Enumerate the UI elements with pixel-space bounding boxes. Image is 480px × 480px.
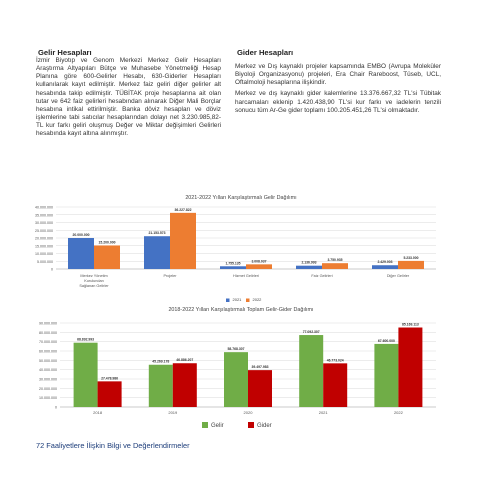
bar-data-label: 45.269.178 <box>152 359 170 364</box>
bar <box>74 343 98 407</box>
y-tick-label: 5.000.000 <box>37 259 53 264</box>
x-tick-label: 2021 <box>318 410 328 415</box>
expense-accounts-text-1: Merkez ve Dış kaynaklı projeler kapsamında EMBO (Avrupa Moleküler Biyoloji Organizasyonu) projeleri, Era Chair Rareboost, Tüseb, UCL, Oftalmoloji hesaplarına ilişkindir. <box>235 63 441 87</box>
x-tick-label: Kurulundan <box>84 279 104 283</box>
legend-swatch <box>202 422 208 428</box>
x-tick-label: Hizmet Gelirleri <box>233 274 259 278</box>
x-tick-label: Merkez Yönetim <box>80 274 108 278</box>
y-tick-label: 10.000.000 <box>35 252 53 256</box>
bar-data-label: 15.200.000 <box>98 240 116 245</box>
bar-data-label: 36.227.822 <box>174 207 192 212</box>
y-tick-label: 20.000.000 <box>39 386 57 391</box>
bar-data-label: 39.497.983 <box>251 365 269 370</box>
chart1-title: 2021-2022 Yılları Karşılaştırmalı Gelir Dağılımı <box>185 195 297 201</box>
y-tick-label: 10.000.000 <box>39 396 57 401</box>
y-tick-label: 20.000.000 <box>35 236 53 241</box>
bar-data-label: 3.750.935 <box>327 258 343 263</box>
y-tick-label: 50.000.000 <box>39 358 57 363</box>
bar-data-label: 68.892.993 <box>77 337 95 342</box>
x-tick-label: 2020 <box>243 410 253 415</box>
bar-data-label: 46.886.207 <box>176 358 194 363</box>
bar-data-label: 58.768.307 <box>227 347 245 352</box>
bar <box>323 363 347 407</box>
y-tick-label: 30.000.000 <box>39 377 57 382</box>
y-tick-label: 0 <box>55 405 57 410</box>
x-tick-label: Projeler <box>163 274 177 278</box>
bar-data-label: 85.169.113 <box>402 322 419 327</box>
y-tick-label: 0 <box>51 267 53 272</box>
bar <box>374 344 398 407</box>
y-tick-label: 25.000.000 <box>35 228 53 233</box>
bar <box>248 370 272 407</box>
expense-accounts-heading: Gider Hesapları <box>237 48 294 57</box>
y-tick-label: 15.000.000 <box>35 244 53 249</box>
y-tick-label: 30.000.000 <box>35 221 53 225</box>
y-tick-label: 40.000.000 <box>35 205 53 210</box>
legend-label: Gelir <box>211 423 224 429</box>
bar-data-label: 5.233.000 <box>403 255 419 260</box>
bar-data-label: 1.755.135 <box>225 261 241 266</box>
bar-data-label: 67.600.000 <box>377 338 395 343</box>
income-accounts-heading: Gelir Hesapları <box>38 48 92 57</box>
x-tick-label: Diğer Gelirler <box>386 274 410 278</box>
page-footer: 72 Faaliyetlere İlişkin Bilgi ve Değerlendirmeler <box>36 441 190 450</box>
legend-swatch <box>248 422 254 428</box>
chart2-title: 2018-2022 Yılları Karşılaştırmalı Toplam Gelir-Gider Dağılımı <box>168 307 314 313</box>
bar <box>98 381 122 407</box>
bar-data-label: 20.000.000 <box>72 233 90 237</box>
bar <box>224 352 248 407</box>
bar-data-label: 2.429.003 <box>377 260 393 265</box>
x-tick-label: 2019 <box>168 410 178 415</box>
x-tick-label: 2022 <box>393 410 403 415</box>
x-tick-label: Sağlanan Gelirler <box>79 284 109 288</box>
income-accounts-text: İzmir Biyotıp ve Genom Merkezi Merkez Gelir Hesapları Araştırma Altyapıları Bütçe ve Muhasebe Yönetmeliği Hesap Planına göre 600-Gelirler Hesabı, 630-Giderler Hesapları kullanılarak kayıt edilmiştir. Merkez faiz geliri diğer gelirler alt hesabında takip edilmiştir. TÜBİTAK proje hesaplarına ait olan tutar ve 642 faiz gelirleri hesabından alınarak Diğer Mali Borçlar hesabına intikal ettirilmiştir. Banka döviz hesapları ve döviz işlemlerine tabi satıcılar hesaplarından dolayı net 3.230.985,82-TL kur farkı geliri oluşmuş Değer ve Miktar değişimleri Gelirleri hesabında kayıt altına alınmıştır. <box>36 57 221 138</box>
bar-data-label: 46.773.024 <box>326 358 344 363</box>
y-tick-label: 80.000.000 <box>39 330 57 335</box>
x-tick-label: 2018 <box>93 410 103 415</box>
y-tick-label: 35.000.000 <box>35 213 53 218</box>
bar-data-label: 27.478.986 <box>101 376 119 381</box>
legend-label: 2022 <box>252 297 262 302</box>
bar <box>149 365 173 407</box>
y-tick-label: 60.000.000 <box>39 349 57 354</box>
y-tick-label: 90.000.000 <box>39 321 57 326</box>
expense-accounts-text-2: Merkez ve dış kaynaklı gider kalemlerine 13.376.667,32 TL'si Tübitak harcamaları eklenip 1.420.438,90 TL'si kur farkı ve iadelerin tenzili sonucu tüm Ar-Ge gider toplamı 100.205.451,26 TL'si olmaktadır. <box>235 90 441 114</box>
x-tick-label: Faiz Gelirleri <box>311 274 333 278</box>
bar-data-label: 77.092.307 <box>302 330 320 335</box>
y-tick-label: 70.000.000 <box>39 340 57 345</box>
bar <box>299 335 323 407</box>
bar <box>398 328 422 407</box>
bar <box>173 363 197 407</box>
bar-data-label: 21.153.573 <box>148 231 166 236</box>
legend-label: 2021 <box>232 297 242 302</box>
y-tick-label: 40.000.000 <box>39 368 57 373</box>
bar-data-label: 2.136.993 <box>301 260 317 265</box>
bar-data-label: 3.008.037 <box>251 259 267 264</box>
legend-label: Gider <box>257 423 272 429</box>
